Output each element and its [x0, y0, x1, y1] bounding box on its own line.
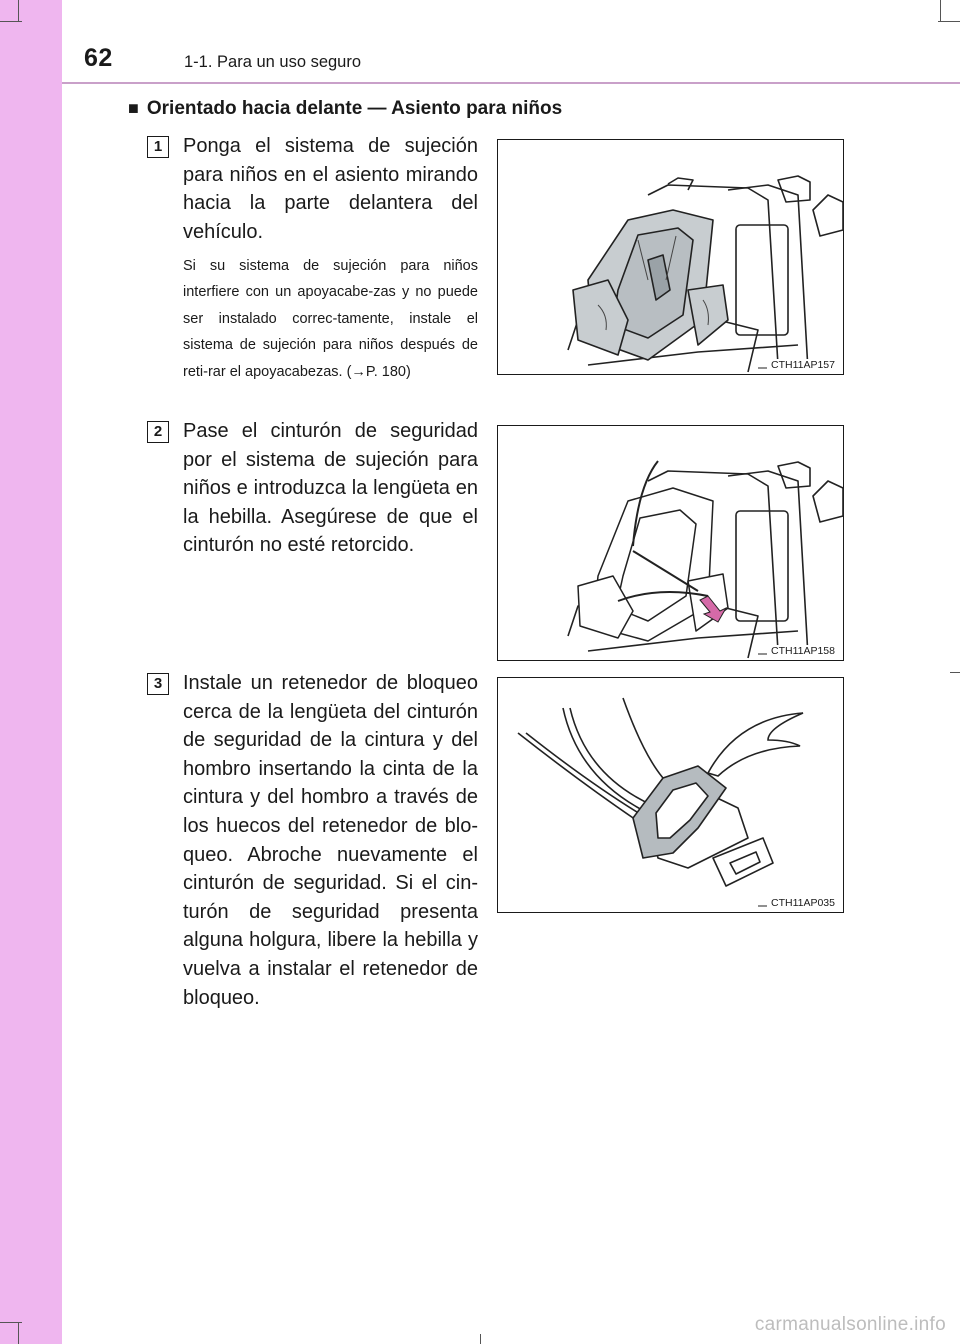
section-heading — [128, 98, 562, 120]
square-bullet-icon: ■ — [128, 98, 139, 118]
chapter-title: 1-1. Para un uso seguro — [184, 53, 362, 71]
step-number-1: 1 — [147, 136, 169, 158]
crop-mark — [938, 21, 960, 22]
header-rule — [62, 82, 960, 84]
crop-mark — [0, 1322, 22, 1323]
crop-mark — [0, 21, 22, 22]
step-number-3: 3 — [147, 673, 169, 695]
watermark: carmanualsonline.info — [754, 1314, 946, 1335]
belt-through-child-seat-illustration — [498, 426, 845, 662]
step-number-2: 2 — [147, 421, 169, 443]
side-color-band — [0, 0, 62, 1344]
locking-clip-on-belt-illustration — [498, 678, 845, 914]
figure-belt-buckled — [497, 425, 844, 661]
crop-mark — [940, 0, 941, 22]
crop-mark — [18, 1322, 19, 1344]
step-2-text: Pase el cinturón de seguridad por el sistema de sujeción para niños e introduzca la lengüeta en la hebilla. Asegúrese de que el cinturón no esté retorcido. — [183, 420, 478, 557]
figure-code: CTH11AP158 — [767, 645, 835, 657]
step-1-text: Ponga el sistema de sujeción para niños en el asiento mirando hacia la parte delantera del vehículo. — [183, 135, 478, 243]
step-3-text: Instale un retenedor de bloqueo cerca de la lengüeta del cinturón de seguridad de la cintura y del hombro insertando la cinta de la cintura y del hombro a través de los huecos del retenedor de blo-queo. Abroche nuevamente el cinturón de seguridad. Si el cin-turón de seguridad presenta alguna holgura, libere la hebilla y vuelva a instalar el retenedor de bloqueo. — [183, 672, 478, 1009]
figure-code: CTH11AP157 — [767, 359, 835, 371]
child-seat-on-rear-seat-illustration — [498, 140, 845, 376]
section-heading-text: Orientado hacia delante — Asiento para niños — [146, 98, 563, 119]
figure-locking-clip — [497, 677, 844, 913]
crop-mark — [480, 1334, 481, 1344]
step-1-note: Si su sistema de sujeción para niños interfiere con un apoyacabe-zas y no puede ser instalado correc-tamente, instale el sistema de sujeción para niños después de reti-rar el apoyacabezas. (→P. 180) — [183, 258, 478, 380]
page-number: 62 — [84, 44, 113, 72]
figure-child-seat-placed — [497, 139, 844, 375]
figure-code: CTH11AP035 — [767, 897, 835, 909]
crop-mark — [18, 0, 19, 22]
crop-mark — [950, 672, 960, 673]
